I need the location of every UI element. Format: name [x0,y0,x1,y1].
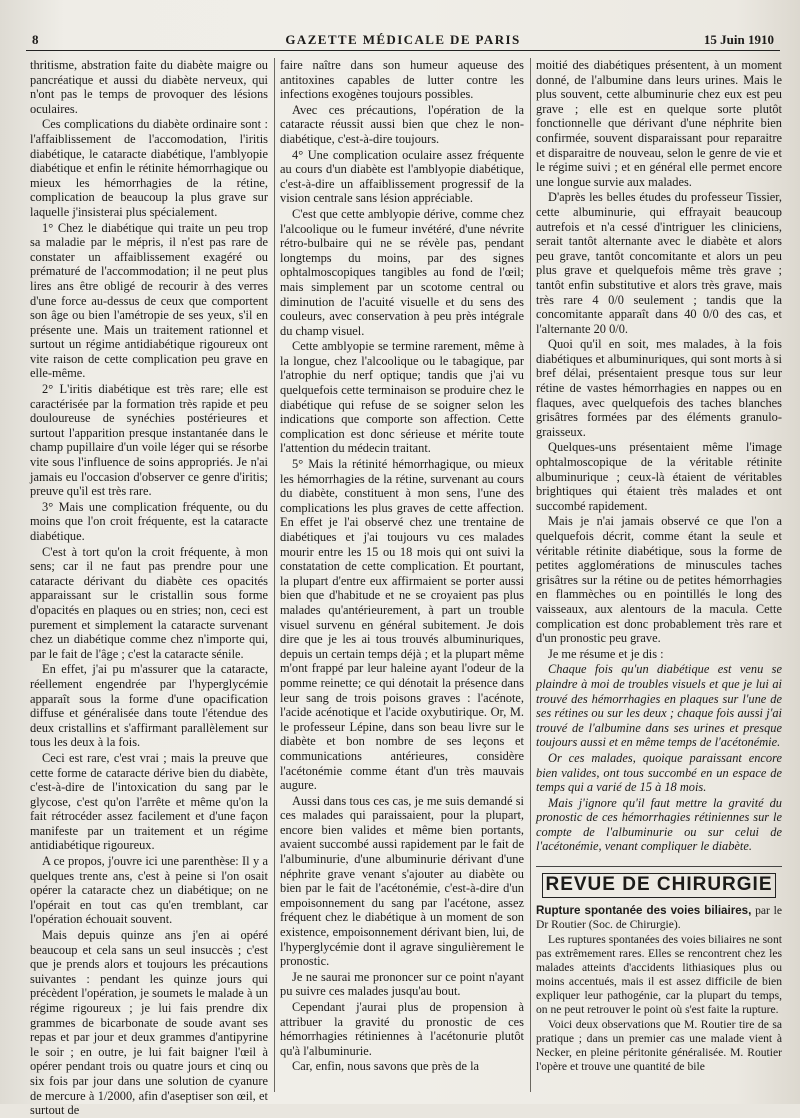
paragraph: 4° Une complication oculaire assez fréquente au cours d'un diabète est l'amblyopie diabétique, c'est-à-dire un affaiblissement progressif de la vision centrale sans lésion appréciable. [280,147,524,206]
paragraph: Ceci est rare, c'est vrai ; mais la preuve que cette forme de cataracte dérive bien du diabète, c'est-à-dire de l'intoxication du sang par le glycose, c'est qu'on l'arrête et même qu'on la fait rétrocéder assez facilement et d'une façon manifeste par un traitement et un régime antidiabétique rigoureux. [30,750,268,853]
paragraph: Mais depuis quinze ans j'en ai opéré beaucoup et cela sans un seul insuccès ; c'est que je prends alors et toujours les précautions suivantes : pendant les quinze jours qui précèdent l'opération, je soumets le malade à un régime rigoureux ; je lui fais prendre dix grammes de bicarbonate de soude avant ses repas et par jour et deux grammes d'antipyrine le soir ; en outre, je lui fait baigner l'œil à opérer pendant trois ou quatre jours et cinq ou six fois par jour dans une solution de cyanure de mercure à 1/2000, afin d'aseptiser son œil, et surtout de [30,928,268,1118]
paragraph: Ces complications du diabète ordinaire sont : l'affaiblissement de l'accomodation, l'iritis diabétique, le cataracte diabétique, l'amblyopie diabétique et enfin le rétinite hémorrhagique ou mieux les hémorrhagies de la rétine, complication de beaucoup la plus grave sur laquelle j'insisterai plus spécialement. [30,117,268,219]
paragraph: Aussi dans tous ces cas, je me suis demandé si ces malades qui paraissaient, pour la plupart, encore bien valides et même bien portants, avaient succombé aussi rapidement par le fait de l'albuminurie, d'une albuminurie dérivant d'une néphrite grave venant s'ajouter au diabète ou bien par le fait de l'acétonémie, c'est-à-dire d'un empoisonnement du sang par l'acétone, assez fréquent chez le diabétique à un moment de son existence, empoisonnement dérivant bien, lui, de l'hyperglycémie dont il agrave singulièrement le pronostic. [280,793,524,969]
paragraph: C'est que cette amblyopie dérive, comme chez l'alcoolique ou le fumeur invétéré, d'une névrite rétro-bulbaire qui ne se révèle pas, pendant longtemps du moins, par des signes ophtalmoscopiques tangibles au fond de l'œil; mais simplement par un scotome central ou diminution de l'acuité visuelle et du sens des couleurs, avec conservation à peu près intégrale du champ visuel. [280,206,524,338]
article-title-line [536,904,782,932]
paragraph: C'est à tort qu'on la croit fréquente, à mon sens; car il ne faut pas prendre pour une cataracte dérivant du diabète ces opacités apparaissant sur le cristallin sous forme d'opacités en plaques ou en stries; non, ceci est purement et simplement la cataracte survenant chez un diabétique comme chez n'importe qui, par le fait de l'âge ; c'est la cataracte sénile. [30,544,268,661]
column-left [30,58,268,1118]
paragraph: 1° Chez le diabétique qui traite un peu trop sa maladie par le mépris, il n'est pas rare de constater un affaiblissement exagéré ou prématuré de l'accommodation; il ne peut plus lires ans être obligé de recourir à des verres d'une force au-dessus de ceux que comportent son âge ou bien l'amétropie de ses yeux, s'il en présente une. Mais un traitement rationnel et surtout un régime antidiabétique rigoureux ont vite raison de cette complication peu grave en elle-même. [30,220,268,381]
paragraph: Cependant j'aurai plus de propension à attribuer la gravité du pronostic de ces hémorrhagies rétiniennes à l'acétonurie plutôt qu'à l'albuminurie. [280,1000,524,1058]
paragraph: Quoi qu'il en soit, mes malades, à la fois diabétiques et albuminuriques, qui sont morts à si bref délai, présentaient presque tous sur leur rétine de vastes hémorrhagies en nappes ou en flaques, avec quelquefois des taches blanches grisâtres formées par des éléments granulo-graisseux. [536,337,782,439]
page-header [26,30,780,51]
journal-title: GAZETTE MÉDICALE DE PARIS [285,32,521,47]
article-byline: par le Dr Routier (Soc. de Chirurgie). [536,903,782,931]
summary-italic: Chaque fois qu'un diabétique est venu se plaindre à moi de troubles visuels et que je lui ai trouvé des hémorrhagies en plaques sur l'une de ses rétines ou sur les deux ; chaque fois aussi j'ai trouvé de l'albumine dans ses urines et presque toujours aussi et en même temps de l'acétonémie. [536,662,782,750]
paragraph: Voici deux observations que M. Routier tire de sa pratique ; dans un premier cas une malade vient à Necker, en pleine péritonite généralisée. M. Routier l'opère et trouve une quantité de bile [536,1017,782,1073]
paragraph: 3° Mais une complication fréquente, ou du moins que l'on croit fréquente, est la cataracte diabétique. [30,499,268,543]
paragraph: Cette amblyopie se termine rarement, même à la longue, chez l'alcoolique ou le tabagique, par l'atrophie du nerf optique; tandis que j'ai vu quelquefois cette terminaison se produire chez le diabétique qui refuse de se soigner selon les indications que comporte son affection. Cette complication est donc sérieuse et mérite toute l'attention du médecin traitant. [280,339,524,456]
paragraph: Quelques-uns présentaient même l'image ophtalmoscopique de la véritable rétinite albuminurique ; ceux-là étaient de véritables brightiques qui étaient très malades et ont succombé rapidement. [536,440,782,513]
column-rule-right [530,58,531,1092]
section-heading: REVUE DE CHIRURGIE [542,873,776,898]
paragraph: D'après les belles études du professeur Tissier, cette albuminurie, qui effrayait beaucoup autrefois et n'a cessé d'intriguer les cliniciens, serait tantôt alternante avec le diabète et alors peu grave, tantôt concomitante et alors un peu plus grave et quelquefois même très grave ; tantôt enfin substitutive et alors très grave, mais très rare 4 0/0 seulement ; tandis que la concomitante apparaît dans 40 0/0 des cas, et l'alternante 20 0/0. [536,190,782,336]
column-middle [280,58,524,1094]
paragraph: moitié des diabétiques présentent, à un moment donné, de l'albumine dans leurs urines. Mais le plus souvent, cette albuminurie chez eux est peu grave ; elle est en quelque sorte plutôt fonctionnelle que dérivant d'une néphrite bien confirmée, souvent disparaissant pour reparaitre et disparaitre de nouveau, selon le genre de vie et le régime suivi ; et en général elle permet encore une longue survie aux malades. [536,58,782,189]
paragraph: faire naître dans son humeur aqueuse des antitoxines capables de lutter contre les infections exogènes toujours possibles. [280,58,524,102]
paragraph: 5° Mais la rétinité hémorrhagique, ou mieux les hémorrhagies de la rétine, survenant au cours du diabète, constituent à mon sens, l'une des complications les plus graves de cette affection. En effet je l'ai observé chez une trentaine de diabétiques et j'ai toujours vu ces malades mourir entre les 15 ou 18 mois qui ont suivi la constatation de cette complication. Et pourtant, la plupart d'entre eux affirmaient se porter aussi bien que d'habitude et ne se croyaient pas plus malades qu'antérieurement, à part un trouble visuel survenu en général subitement. Je dois dire que je les ai tous trouvés albuminuriques, depuis un certain temps déjà ; et la plupart même m'ont frappé par leur haleine ayant l'odeur de la pomme reinette; ce qui dénotait la présence dans leur sang de trois poisons graves : l'acénote, l'acide acénotique et l'acide oxybutirique. Or, M. le professeur Lépine, dans son beau livre sur le diabète et bon nombre de ses leçons et communications antérieures, considère l'acétonémie comme étant d'un très mauvais augure. [280,457,524,793]
paragraph: Je ne saurai me prononcer sur ce point n'ayant pu suivre ces malades jusqu'au bout. [280,969,524,999]
paragraph: En effet, j'ai pu m'assurer que la cataracte, réellement engendrée par l'hyperglycémie apparaît sous la forme d'une opacification diffuse et généralisée dans toute l'étendue des deux cristallins et s'affirmant parallèlement sur tous les deux à la fois. [30,662,268,750]
page-number: 8 [32,32,39,47]
paragraph: Je me résume et je dis : [548,646,664,661]
section-divider [536,866,782,867]
article-title: Rupture spontanée des voies biliaires, [536,903,752,917]
paragraph: 2° L'iritis diabétique est très rare; elle est caractérisée par la formation très rapide et peu douloureuse de synéchies postérieures et surtout l'apparition presque instantanée dans le champ pupillaire d'un voile léger qui se résorbe vite sous l'influence de soins appropriés. Je n'ai jamais eu l'occasion d'observer ce genre d'iritis; preuve qu'il est très rare. [30,382,268,499]
summary-italic: Mais j'ignore qu'il faut mettre la gravité du pronostic de ces hémorrhagies rétiniennes sur le compte de l'albuminurie ou sur celui de l'acétonémie, venant compliquer le diabète. [536,795,782,854]
paragraph: thritisme, abstration faite du diabète maigre ou pancréatique et aussi du diabète nerveux, qui n'ont pas le temps de provoquer des lésions oculaires. [30,58,268,116]
column-rule-left [274,58,275,1092]
paragraph: A ce propos, j'ouvre ici une parenthèse: Il y a quelques trente ans, c'est à peine si l'on osait opérer la cataracte chez un diabétique; on ne l'opérait en tout cas qu'en tremblant, car l'opération échouait souvent. [30,854,268,927]
paragraph: Mais je n'ai jamais observé ce que l'on a quelquefois décrit, comme étant la seule et véritable rétinite diabétique, sous la forme de petites agglomérations de minuscules taches grisâtres sur la rétine ou de petites hémorrhagies en flammèches ou en pointillés le long des vaisseaux, aux alentours de la macula. Cette complication est donc probablement très rare et d'un pronostic peu grave. [536,514,782,646]
column-right [536,58,782,1094]
paragraph: Les ruptures spontanées des voies biliaires ne sont pas extrêmement rares. Elles se rencontrent chez les malades atteints d'accidents lithiasiques plus ou moins accentués, mais il est assez difficile de bien expliquer leur pathogénie, car la plupart du temps, on ne peut retrouver le point où s'est faite la rupture. [536,932,782,1016]
issue-date: 15 Juin 1910 [703,32,774,47]
summary-italic: Or ces malades, quoique paraissant encore bien valides, ont tous succombé en un espace de temps qui a varié de 15 à 18 mois. [536,750,782,795]
paragraph: Car, enfin, nous savons que près de la [292,1059,480,1074]
paragraph: Avec ces précautions, l'opération de la cataracte réussit aussi bien que chez le non-diabétique, c'est-à-dire toujours. [280,102,524,146]
